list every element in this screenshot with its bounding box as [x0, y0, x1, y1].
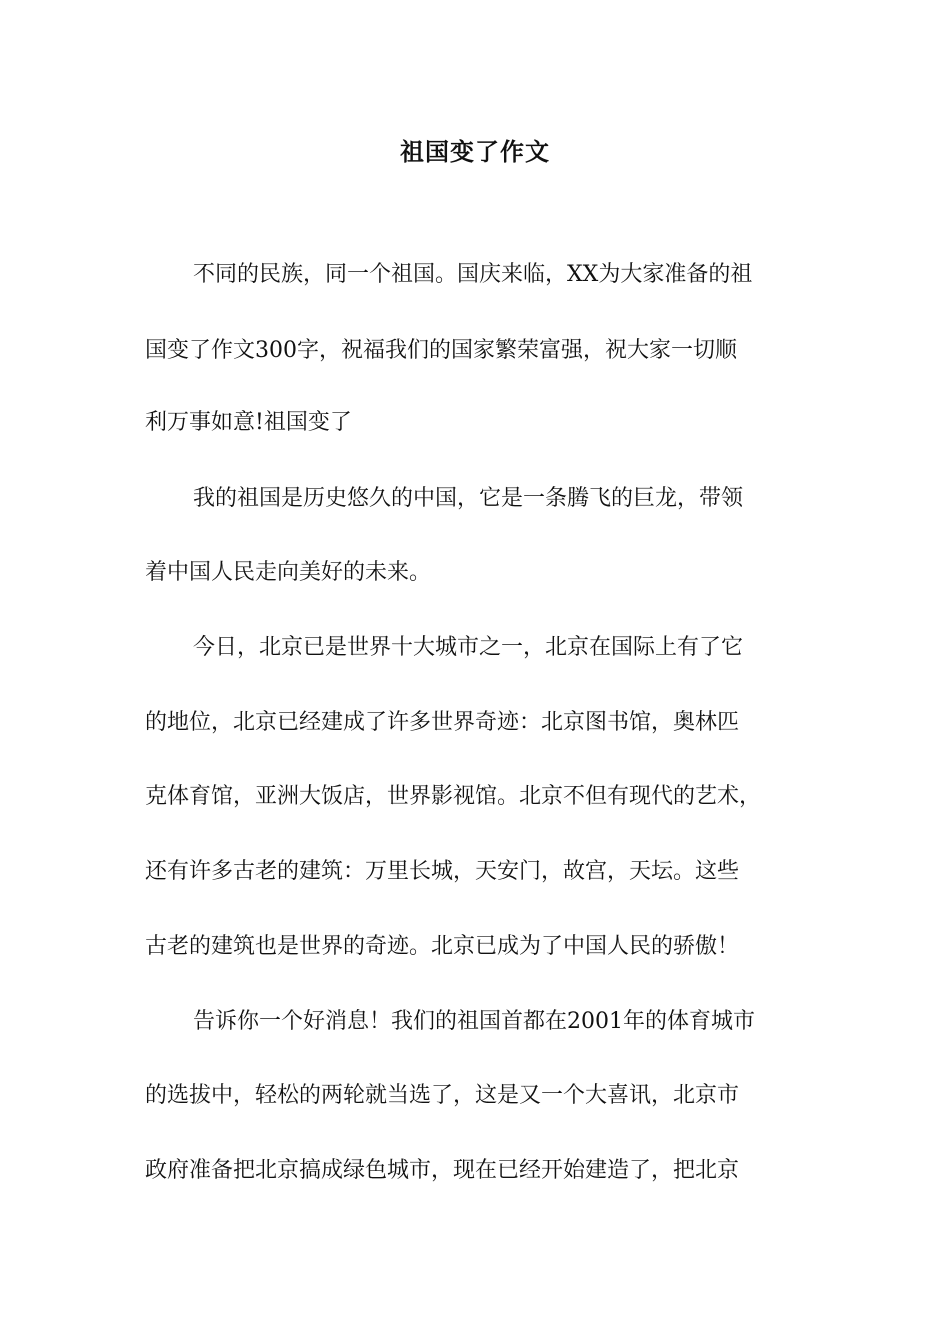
paragraph-3-line-4: 还有许多古老的建筑：万里长城，天安门，故宫，天坛。这些 — [145, 859, 740, 884]
paragraph-3-line-3: 克体育馆，亚洲大饭店，世界影视馆。北京不但有现代的艺术， — [145, 784, 762, 809]
paragraph-3-line-1: 今日，北京已是世界十大城市之一，北京在国际上有了它 — [193, 635, 744, 660]
paragraph-4-line-3: 政府准备把北京搞成绿色城市，现在已经开始建造了，把北京 — [145, 1158, 740, 1183]
document-title: 祖国变了作文 — [400, 137, 550, 166]
paragraph-1-line-1: 不同的民族，同一个祖国。国庆来临，XX为大家准备的祖 — [193, 262, 753, 287]
paragraph-3-line-5: 古老的建筑也是世界的奇迹。北京已成为了中国人民的骄傲！ — [145, 934, 740, 959]
paragraph-4-line-2: 的选拔中，轻松的两轮就当选了，这是又一个大喜讯，北京市 — [145, 1083, 740, 1108]
paragraph-2-line-1: 我的祖国是历史悠久的中国，它是一条腾飞的巨龙，带领 — [193, 486, 744, 511]
paragraph-3-line-2: 的地位，北京已经建成了许多世界奇迹：北京图书馆，奥林匹 — [145, 710, 740, 735]
paragraph-1-line-2: 国变了作文300字，祝福我们的国家繁荣富强，祝大家一切顺 — [145, 338, 737, 363]
paragraph-2-line-2: 着中国人民走向美好的未来。 — [145, 560, 432, 585]
paragraph-1-line-3: 利万事如意!祖国变了 — [145, 410, 352, 435]
paragraph-4-line-1: 告诉你一个好消息！我们的祖国首都在2001年的体育城市 — [193, 1009, 755, 1034]
